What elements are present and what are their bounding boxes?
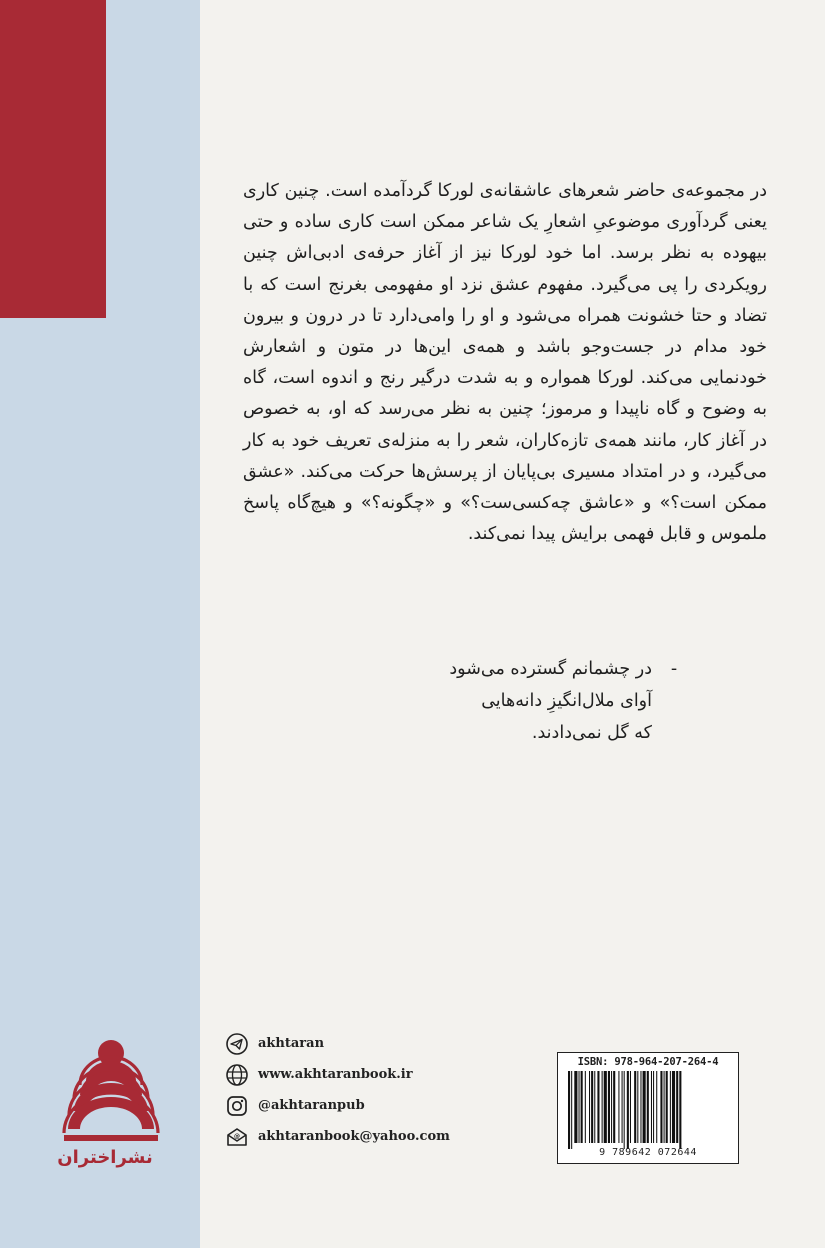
poem-dash: - (670, 659, 678, 679)
barcode-bar (608, 1071, 610, 1143)
svg-text:@: @ (234, 1132, 240, 1140)
barcode-bar (640, 1071, 641, 1143)
barcode-bar (660, 1071, 662, 1143)
contact-instagram[interactable] (226, 1090, 516, 1121)
contact-telegram[interactable] (226, 1028, 516, 1059)
barcode-bar (630, 1071, 631, 1143)
isbn-label: ISBN: 978-964-207-264-4 (577, 1056, 719, 1068)
barcode-bar (613, 1071, 615, 1143)
barcode-bar (647, 1071, 649, 1143)
email-icon (226, 1126, 248, 1148)
contact-list (226, 1028, 516, 1152)
barcode-digits: 9 789642 072644 (599, 1147, 697, 1158)
barcode-bar (627, 1071, 629, 1149)
barcode-bar (664, 1071, 665, 1143)
poem-line-3: که گل نمی‌دادند. (531, 723, 652, 743)
barcode-bar (589, 1071, 590, 1143)
barcode-bar (672, 1071, 675, 1143)
barcode-bar (622, 1071, 623, 1143)
barcode-bar (594, 1071, 595, 1143)
barcode-bar (581, 1071, 583, 1143)
contact-instagram-text: @akhtaranpub (258, 1098, 365, 1113)
barcode-bar (634, 1071, 636, 1143)
barcode-bar (618, 1071, 619, 1143)
barcode-bar (653, 1071, 654, 1143)
barcode-bar (611, 1071, 612, 1143)
contact-website-text: www.akhtaranbook.ir (258, 1067, 413, 1082)
barcode-bar (624, 1071, 625, 1149)
isbn-barcode-box (557, 1052, 739, 1164)
contact-website[interactable] (226, 1059, 516, 1090)
barcode-bar (637, 1071, 638, 1143)
barcode-bar (597, 1071, 599, 1143)
barcode-bar (604, 1071, 607, 1143)
blurb-paragraph: در مجموعه‌ی حاضر شعرهای عاشقانه‌ی لورکا گردآمده است. چنین کاری یعنی گردآوری موضوعیِ اشعارِ یک شاعر ممکن است کاری ساده و حتی بیهوده به نظر برسد. اما خود لورکا نیز از آغاز حرفه‌ی ادبی‌اش چنین رویکردی را پی می‌گیرد. مفهوم عشق نزد او مفهومی بغرنج است که با تضاد و حتا خشونت همراه می‌شود و او را وامی‌دارد تا در درون و بیرون خود مدام در جست‌وجو باشد و همه‌ی این‌ها در متون و اشعارش خودنمایی می‌کند. لورکا همواره و به شدت درگیر رنج و اندوه است، گاه به وضوح و گاه ناپیدا و مرموز؛ چنین به نظر می‌رسد که او، به خصوص در آغاز کار، مانند همه‌ی تازه‌کاران، شعر را به منزله‌ی تعریف خود به کار می‌گیرد، و در امتداد مسیری بی‌پایان از پرسش‌ها حرکت می‌کند. «عشق ممکن است؟» و «عاشق چه‌کسی‌ست؟» و «چگونه؟» و هیچ‌گاه پاسخ ملموس و قابل فهمی برایش پیدا نمی‌کند. (243, 181, 767, 545)
publisher-logo-icon (60, 1035, 162, 1155)
barcode-bar (602, 1071, 603, 1143)
barcode-bar (656, 1071, 657, 1143)
telegram-icon (226, 1033, 248, 1055)
barcode-bar (670, 1071, 671, 1143)
barcode-bar (591, 1071, 593, 1143)
barcode-bar (568, 1071, 570, 1149)
contact-email[interactable] (226, 1121, 516, 1152)
poem-line-2: آوای ملال‌انگیزِ دانه‌هایی (481, 691, 652, 711)
contact-email-text: akhtaranbook@yahoo.com (258, 1129, 450, 1144)
barcode-bar (679, 1071, 681, 1149)
poem-line-1: -در چشمانم گسترده می‌شود (300, 653, 690, 685)
barcode-bar (579, 1071, 580, 1143)
barcode-bar (651, 1071, 652, 1143)
poem-excerpt (300, 653, 690, 749)
barcode-icon (566, 1071, 730, 1149)
publisher-name: نشراختران (57, 1147, 153, 1168)
red-corner-band (0, 0, 106, 318)
barcode-bar (676, 1071, 678, 1143)
instagram-icon (226, 1095, 248, 1117)
barcode-bar (666, 1071, 668, 1143)
back-cover-blurb (243, 176, 767, 550)
barcode-bar (574, 1071, 577, 1143)
barcode-bar (585, 1071, 586, 1143)
barcode-bar (643, 1071, 646, 1143)
globe-icon (226, 1064, 248, 1086)
contact-telegram-text: akhtaran (258, 1036, 325, 1051)
barcode-bar (571, 1071, 572, 1149)
